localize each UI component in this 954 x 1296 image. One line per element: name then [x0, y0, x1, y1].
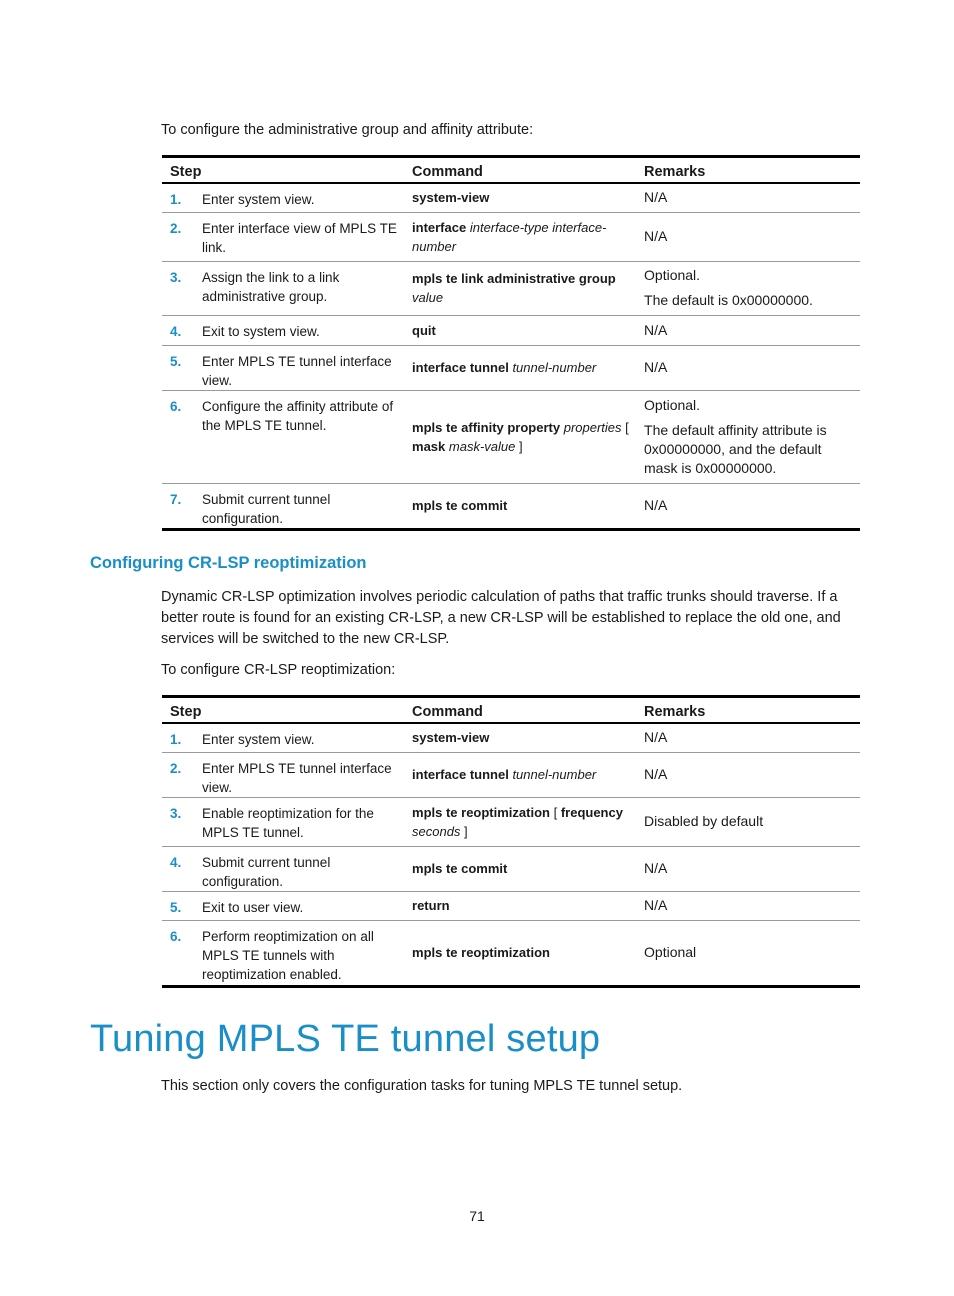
- remark-line: N/A: [644, 497, 668, 513]
- table-row: [162, 261, 860, 315]
- reoptimization-table-body: [162, 723, 860, 986]
- command-keyword: interface tunnel: [412, 360, 509, 375]
- remark-line: N/A: [644, 897, 668, 913]
- step-command: [404, 723, 636, 752]
- command-text: ]: [515, 438, 523, 454]
- step-remarks: [636, 261, 860, 315]
- table-row: [162, 891, 860, 920]
- command-text: [: [621, 419, 629, 435]
- step-description: Enter system view.: [196, 183, 404, 212]
- header-remarks: Remarks: [636, 157, 860, 184]
- step-number: 2.: [162, 752, 196, 797]
- step-remarks: [636, 315, 860, 345]
- step-number: 1.: [162, 723, 196, 752]
- remark-line: The default affinity attribute is 0x00000000, and the default mask is 0x00000000.: [644, 421, 827, 476]
- step-description: Perform reoptimization on all MPLS TE tunnels with reoptimization enabled.: [196, 920, 404, 986]
- table-row: [162, 345, 860, 390]
- step-remarks: [636, 891, 860, 920]
- remark-line: Disabled by default: [644, 813, 764, 829]
- remark-line: N/A: [644, 189, 668, 206]
- step-description: Enter MPLS TE tunnel interface view.: [196, 752, 404, 797]
- command-keyword: mpls te commit: [412, 498, 508, 513]
- step-command: [404, 390, 636, 483]
- step-description: Exit to user view.: [196, 891, 404, 920]
- step-command: [404, 212, 636, 261]
- intro-text-reoptimization: To configure CR-LSP reoptimization:: [161, 662, 396, 678]
- remark-line: The default is 0x00000000.: [644, 292, 813, 308]
- remark-line: N/A: [644, 860, 668, 876]
- table-row: [162, 390, 860, 483]
- step-number: 3.: [162, 797, 196, 846]
- header-step: Step: [162, 697, 404, 724]
- table-row: [162, 723, 860, 752]
- command-keyword: mpls te affinity property: [412, 419, 561, 435]
- remark-line: N/A: [644, 228, 668, 244]
- table-header-row: [162, 697, 860, 724]
- command-keyword: mpls te reoptimization: [412, 804, 550, 820]
- step-command: [404, 483, 636, 529]
- command-text: ]: [460, 823, 468, 839]
- intro-text-admin-group: To configure the administrative group and affinity attribute:: [161, 122, 534, 138]
- step-remarks: [636, 797, 860, 846]
- header-step: Step: [162, 157, 404, 184]
- remark-line: Optional.: [644, 396, 701, 413]
- step-description: Enter MPLS TE tunnel interface view.: [196, 345, 404, 390]
- remark-line: Optional: [644, 944, 697, 960]
- step-command: [404, 261, 636, 315]
- step-remarks: [636, 483, 860, 529]
- step-remarks: [636, 920, 860, 986]
- header-command: Command: [404, 157, 636, 184]
- table-row: [162, 846, 860, 891]
- command-text: [: [549, 804, 561, 820]
- step-number: 2.: [162, 212, 196, 261]
- step-command: [404, 920, 636, 986]
- page-number: 71: [469, 1208, 485, 1224]
- command-keyword: mpls te commit: [412, 861, 508, 876]
- table-row: [162, 483, 860, 529]
- table-row: [162, 212, 860, 261]
- command-argument: seconds: [412, 823, 461, 839]
- admin-group-table-body: [162, 183, 860, 529]
- step-remarks: [636, 723, 860, 752]
- command-keyword: mpls te reoptimization: [412, 945, 550, 960]
- command-keyword: interface tunnel: [412, 767, 509, 782]
- command-keyword: return: [412, 898, 450, 913]
- command-argument: mask-value: [448, 438, 516, 454]
- remark-line: N/A: [644, 766, 668, 782]
- chapter-paragraph: This section only covers the configuration tasks for tuning MPLS TE tunnel setup.: [161, 1078, 683, 1094]
- step-description: Configure the affinity attribute of the MPLS TE tunnel.: [196, 390, 404, 483]
- step-description: Exit to system view.: [196, 315, 404, 345]
- command-keyword: mpls te link administrative group: [412, 271, 616, 286]
- command-keyword: system-view: [412, 190, 490, 206]
- step-command: [404, 315, 636, 345]
- step-remarks: [636, 752, 860, 797]
- table-row: [162, 183, 860, 212]
- reoptimization-config-table: [162, 695, 860, 988]
- step-description: Submit current tunnel configuration.: [196, 846, 404, 891]
- step-command: [404, 846, 636, 891]
- command-argument: properties: [563, 419, 622, 435]
- step-command: [404, 183, 636, 212]
- step-number: 4.: [162, 846, 196, 891]
- step-number: 4.: [162, 315, 196, 345]
- section-paragraph: Dynamic CR-LSP optimization involves periodic calculation of paths that traffic trunks should traverse. If a better route is found for an existing CR-LSP, a new CR-LSP will be established to replace the old one, and services will be switched to the new CR-LSP.: [161, 589, 841, 647]
- header-remarks: Remarks: [636, 697, 860, 724]
- table-row: [162, 752, 860, 797]
- step-remarks: [636, 212, 860, 261]
- chapter-title: Tuning MPLS TE tunnel setup: [90, 1018, 601, 1060]
- step-description: Enter system view.: [196, 723, 404, 752]
- step-number: 3.: [162, 261, 196, 315]
- table-row: [162, 797, 860, 846]
- command-keyword: mask: [412, 438, 446, 454]
- step-number: 5.: [162, 345, 196, 390]
- step-remarks: [636, 183, 860, 212]
- step-command: [404, 752, 636, 797]
- section-title-reoptimization: Configuring CR-LSP reoptimization: [90, 554, 367, 572]
- step-command: [404, 797, 636, 846]
- command-argument: tunnel-number: [512, 767, 597, 782]
- remark-line: N/A: [644, 359, 668, 375]
- remark-line: Optional.: [644, 267, 701, 283]
- step-number: 5.: [162, 891, 196, 920]
- command-keyword: system-view: [412, 730, 490, 746]
- table-row: [162, 920, 860, 986]
- step-number: 6.: [162, 390, 196, 483]
- step-command: [404, 345, 636, 390]
- step-number: 7.: [162, 483, 196, 529]
- step-description: Enable reoptimization for the MPLS TE tunnel.: [196, 797, 404, 846]
- step-number: 6.: [162, 920, 196, 986]
- admin-group-config-table: [162, 155, 860, 531]
- step-description: Assign the link to a link administrative group.: [196, 261, 404, 315]
- step-remarks: [636, 390, 860, 483]
- table-header-row: [162, 157, 860, 184]
- command-keyword: interface: [412, 219, 467, 235]
- step-number: 1.: [162, 183, 196, 212]
- step-remarks: [636, 345, 860, 390]
- command-argument: value: [412, 290, 444, 305]
- command-keyword: quit: [412, 322, 436, 338]
- header-command: Command: [404, 697, 636, 724]
- step-description: Enter interface view of MPLS TE link.: [196, 212, 404, 261]
- remark-line: N/A: [644, 321, 668, 338]
- table-row: [162, 315, 860, 345]
- step-remarks: [636, 846, 860, 891]
- command-keyword: frequency: [560, 804, 623, 820]
- step-description: Submit current tunnel configuration.: [196, 483, 404, 529]
- step-command: [404, 891, 636, 920]
- command-argument: tunnel-number: [512, 360, 597, 375]
- remark-line: N/A: [644, 729, 668, 746]
- command-argument: interface-type interface-number: [412, 219, 607, 254]
